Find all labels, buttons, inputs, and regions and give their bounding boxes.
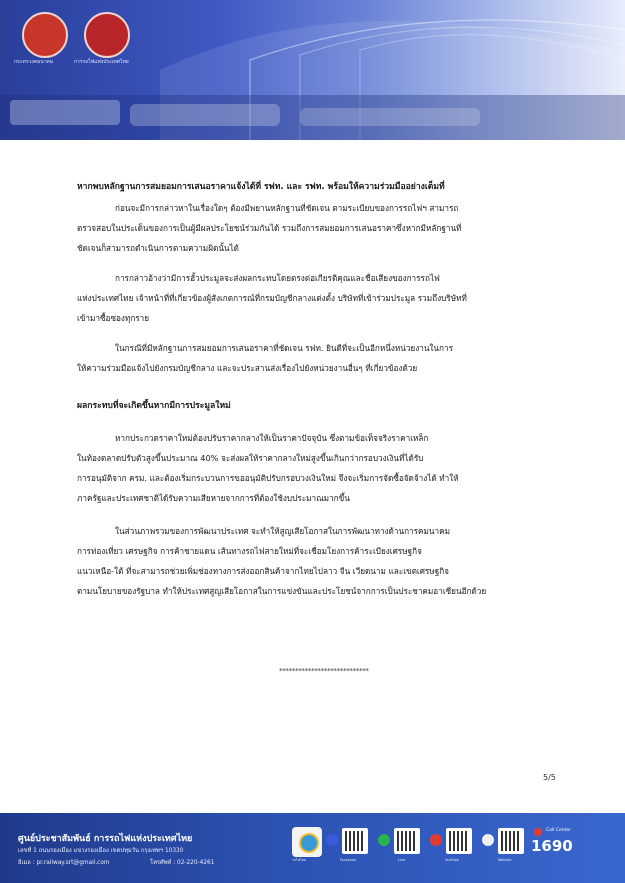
phone-icon [534, 828, 542, 836]
section-heading: ผลกระทบที่จะเกิดขึ้นหากมีการประมูลใหม่ [77, 401, 231, 411]
paragraph [77, 428, 459, 508]
qr-caption: Line [398, 858, 406, 862]
section-heading: หากพบหลักฐานการสมยอมการเสนอราคาแจ้งได้ที่ รฟท. และ รฟท. พร้อมให้ความร่วมมืออย่างเต็มที่ [77, 182, 445, 192]
line-icon[interactable] [378, 834, 390, 846]
srt-logo [84, 12, 130, 58]
text-line: เข้ามาซื้อซองทุกราย [77, 313, 150, 323]
text-line: หากประกวดราคาใหม่ต้องปรับราคากลางให้เป็นราคาปัจจุบัน ซึ่งตามข้อเท็จจริงราคาเหล็ก [115, 433, 429, 443]
text-line: ชัดเจนก็สามารถดำเนินการตามความผิดนั้นได้ [77, 243, 239, 253]
text-line: การอนุมัติจาก ครม. และต้องเริ่มกระบวนการขออนุมัติปรับกรอบวงเงินใหม่ จึงจะเริ่มการจัดซื้อจัดจ้างได้ ทำให้ [77, 473, 459, 483]
separator: **************************** [279, 667, 369, 675]
srt-app-icon[interactable] [292, 827, 322, 857]
paragraph [77, 198, 461, 258]
page-number: 5/5 [543, 773, 556, 782]
qr-code[interactable] [498, 828, 524, 854]
text-line: ก่อนจะมีการกล่าวหาในเรื่องใดๆ ต้องมีพยานหลักฐานที่ชัดเจน ตามระเบียบของการรถไฟฯ สามารถ [115, 203, 459, 213]
text-line: การท่องเที่ยว เศรษฐกิจ การค้าชายแดน เส้นทางรถไฟสายใหม่ที่จะเชื่อมโยงการค้าระเบียงเศรษฐกิจ [77, 546, 422, 556]
footer-address: เลขที่ 1 ถนนรองเมือง แขวงรองเมือง เขตปทุมวัน กรุงเทพฯ 10330 [18, 848, 184, 854]
ministry-logo [22, 12, 68, 58]
text-line: ภาครัฐและประเทศชาติได้รับความเสียหายจากการที่ต้องใช้งบประมาณมากขึ้น [77, 493, 350, 503]
footer [0, 813, 625, 883]
text-line: ตามนโยบายของรัฐบาล ทำให้ประเทศสูญเสียโอกาสในการแข่งขันและประโยชน์จากการเป็นประชาคมอาเซียนอีกด้วย [77, 586, 487, 596]
text-line: แห่งประเทศไทย เจ้าหน้าที่ที่เกี่ยวข้องผู้สังเกตการณ์ที่กรมบัญชีกลางแต่งตั้ง บริษัทที่เข้าร่วมประมูล รวมถึงบริษัทที่ [77, 293, 467, 303]
call-center-label: Call Center [546, 828, 571, 833]
qr-caption: Website [498, 858, 512, 862]
text-line: ในกรณีที่มีหลักฐานการสมยอมการเสนอราคาที่ชัดเจน รฟท. ยินดีที่จะเป็นอีกหนึ่งหน่วยงานในการ [115, 343, 453, 353]
ministry-caption: กระทรวงคมนาคม [14, 59, 54, 65]
text-line: ให้ความร่วมมือแจ้งไปยังกรมบัญชีกลาง และจะประสานส่งเรื่องไปยังหน่วยงานอื่นๆ ที่เกี่ยวข้องด้วย [77, 363, 418, 373]
paragraph [77, 521, 486, 601]
text-line: แนวเหนือ-ใต้ ที่จะสามารถช่วยเพิ่มช่องทางการส่งออกสินค้าจากไทยไปลาว จีน เวียดนาม และเขตเศรษฐกิจ [77, 566, 449, 576]
call-center-number[interactable]: 1690 [531, 837, 573, 855]
qr-caption: รถไฟไทย [292, 858, 306, 862]
qr-caption: YouTube [445, 858, 459, 862]
qr-code[interactable] [394, 828, 420, 854]
text-line: การกล่าวอ้างว่ามีการฮั้วประมูลจะส่งผลกระทบโดยตรงต่อเกียรติคุณและชื่อเสียงของการรถไฟ [115, 273, 440, 283]
srt-caption: การรถไฟแห่งประเทศไทย [74, 59, 129, 65]
text-line: ในท้องตลาดปรับตัวสูงขึ้นประมาณ 40% จะส่งผลให้ราคากลางใหม่สูงขึ้นเกินกว่ากรอบวงเงินที่ได้รับ [77, 453, 424, 463]
footer-phone: โทรศัพท์ : 02-220-4261 [150, 860, 215, 866]
paragraph [77, 338, 453, 378]
qr-code[interactable] [446, 828, 472, 854]
footer-title: ศูนย์ประชาสัมพันธ์ การรถไฟแห่งประเทศไทย [18, 834, 193, 844]
header-banner [0, 0, 625, 140]
paragraph [77, 268, 467, 328]
qr-code[interactable] [342, 828, 368, 854]
footer-email[interactable]: อีเมล : pr.railway.srt@gmail.com [18, 860, 110, 866]
text-line: ในส่วนภาพรวมของการพัฒนาประเทศ จะทำให้สูญเสียโอกาสในการพัฒนาทางด้านการคมนาคม [115, 526, 450, 536]
youtube-icon[interactable] [430, 834, 442, 846]
qr-caption: Facebook [340, 858, 356, 862]
facebook-icon[interactable] [326, 834, 338, 846]
website-icon[interactable] [482, 834, 494, 846]
text-line: ตรวจสอบในประเด็นของการเป็นผู้มีผลประโยชน์ร่วมกันได้ รวมถึงการสมยอมการเสนอราคาซึ่งหากมีหลักฐานที่ [77, 223, 462, 233]
